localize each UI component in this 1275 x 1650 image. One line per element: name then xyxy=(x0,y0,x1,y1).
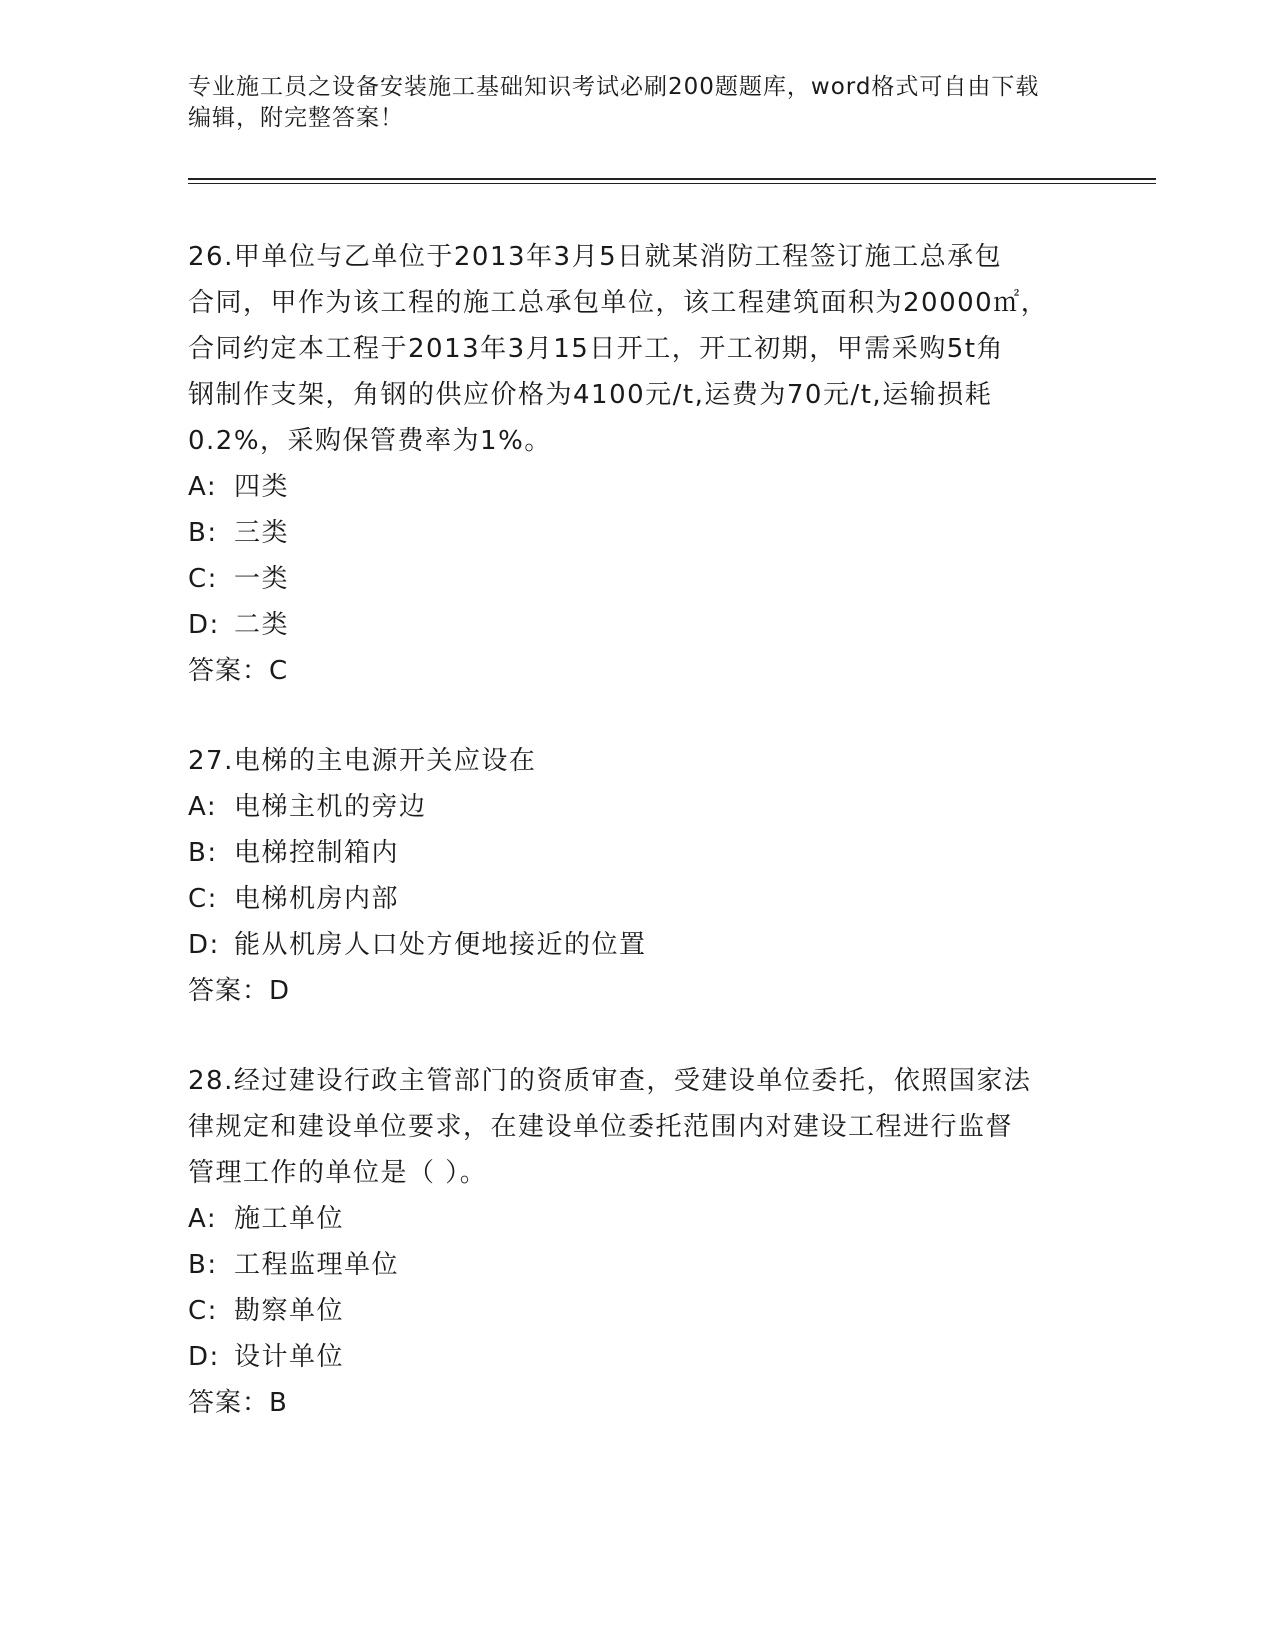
option-d: D: 二类 xyxy=(188,610,290,640)
stem-line: 管理工作的单位是（ ）。 xyxy=(188,1158,488,1188)
stem-line: 合同，甲作为该工程的施工总承包单位，该工程建筑面积为20000㎡， xyxy=(188,288,1049,318)
header-divider-thick xyxy=(188,178,1156,180)
option-b: B: 三类 xyxy=(188,518,290,548)
option-list xyxy=(188,1196,1088,1380)
option-c: C: 勘察单位 xyxy=(188,1296,345,1326)
option-d: D: 能从机房人口处方便地接近的位置 xyxy=(188,930,647,960)
answer-line: 答案：B xyxy=(188,1388,288,1418)
question-number: 27. xyxy=(188,746,234,776)
question-27 xyxy=(188,738,1088,1014)
question-list xyxy=(188,234,1088,1470)
option-a: A: 电梯主机的旁边 xyxy=(188,792,427,822)
document-header xyxy=(188,72,1088,134)
question-number: 26. xyxy=(188,242,234,272)
answer-line: 答案：C xyxy=(188,656,289,686)
option-b: B: 电梯控制箱内 xyxy=(188,838,400,868)
stem-line: 合同约定本工程于2013年3月15日开工，开工初期，甲需采购5t角 xyxy=(188,334,1005,364)
option-c: C: 电梯机房内部 xyxy=(188,884,400,914)
stem-line: 0.2%，采购保管费率为1%。 xyxy=(188,426,552,456)
question-stem xyxy=(188,1058,1088,1196)
option-c: C: 一类 xyxy=(188,564,290,594)
header-line-1: 专业施工员之设备安装施工基础知识考试必刷200题题库，word格式可自由下载 xyxy=(188,74,1040,100)
question-26 xyxy=(188,234,1088,694)
answer-line: 答案：D xyxy=(188,976,291,1006)
question-stem xyxy=(188,234,1088,464)
option-list xyxy=(188,464,1088,648)
stem-line: 钢制作支架，角钢的供应价格为4100元/t,运费为70元/t,运输损耗 xyxy=(188,380,993,410)
option-b: B: 工程监理单位 xyxy=(188,1250,400,1280)
option-list xyxy=(188,784,1088,968)
question-stem xyxy=(188,738,1088,784)
header-divider-thin xyxy=(188,183,1156,184)
question-number: 28. xyxy=(188,1066,234,1096)
option-a: A: 四类 xyxy=(188,472,290,502)
stem-line: 律规定和建设单位要求，在建设单位委托范围内对建设工程进行监督 xyxy=(188,1112,1014,1142)
stem-line: 28.经过建设行政主管部门的资质审查，受建设单位委托，依照国家法 xyxy=(188,1066,1032,1096)
question-28 xyxy=(188,1058,1088,1426)
option-d: D: 设计单位 xyxy=(188,1342,345,1372)
stem-line: 27.电梯的主电源开关应设在 xyxy=(188,746,537,776)
header-line-2: 编辑，附完整答案！ xyxy=(188,105,404,131)
stem-line: 26.甲单位与乙单位于2013年3月5日就某消防工程签订施工总承包 xyxy=(188,242,1003,272)
option-a: A: 施工单位 xyxy=(188,1204,345,1234)
